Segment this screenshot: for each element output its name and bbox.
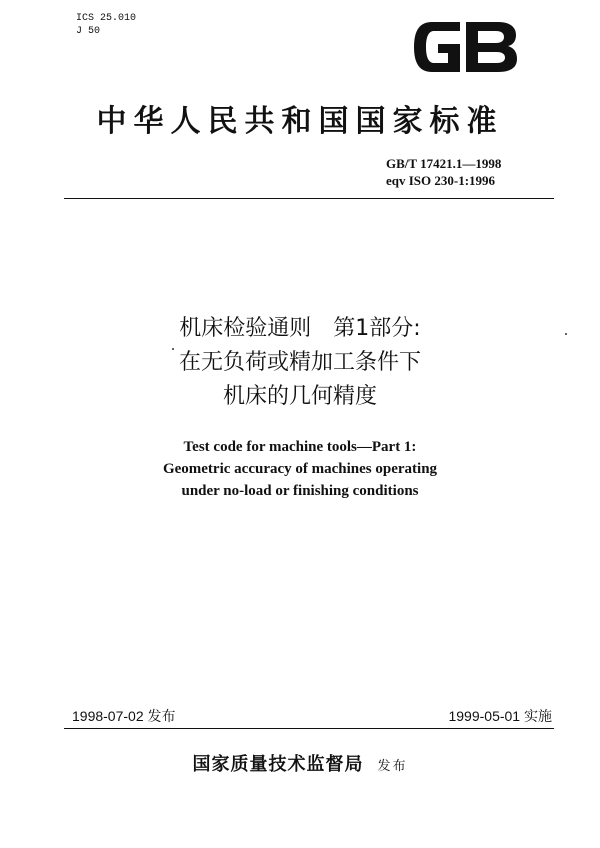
classification-codes <box>76 12 136 38</box>
country-standard-title: 中华人民共和国国家标准 <box>96 104 504 139</box>
scan-speck <box>565 333 567 335</box>
issuer-line <box>0 750 600 776</box>
chinese-title-line-1: 机床检验通则 第1部分: <box>179 316 421 341</box>
bottom-rule <box>64 728 554 729</box>
english-title <box>0 436 600 502</box>
ccs-code: J 50 <box>76 26 101 37</box>
implementation-date: 1999-05-01 实施 <box>448 708 552 724</box>
standard-number-block <box>386 155 501 189</box>
equivalence-note: eqv ISO 230-1:1996 <box>386 173 496 188</box>
issue-date: 1998-07-02 发布 <box>72 708 176 724</box>
gb-logo <box>410 18 520 76</box>
english-title-line-1: Test code for machine tools—Part 1: <box>183 439 417 455</box>
standard-number: GB/T 17421.1—1998 <box>386 156 502 171</box>
english-title-line-3: under no-load or finishing conditions <box>181 483 419 499</box>
top-rule <box>64 198 554 199</box>
scan-speck <box>172 348 174 350</box>
issuer-name: 国家质量技术监督局 <box>192 754 364 775</box>
chinese-title-line-2: 在无负荷或精加工条件下 <box>178 350 421 375</box>
ics-code: ICS 25.010 <box>76 13 137 24</box>
issuer-suffix: 发布 <box>377 759 408 774</box>
english-title-line-2: Geometric accuracy of machines operating <box>162 461 438 477</box>
chinese-title-line-3: 机床的几何精度 <box>222 384 377 409</box>
chinese-title <box>0 312 600 414</box>
